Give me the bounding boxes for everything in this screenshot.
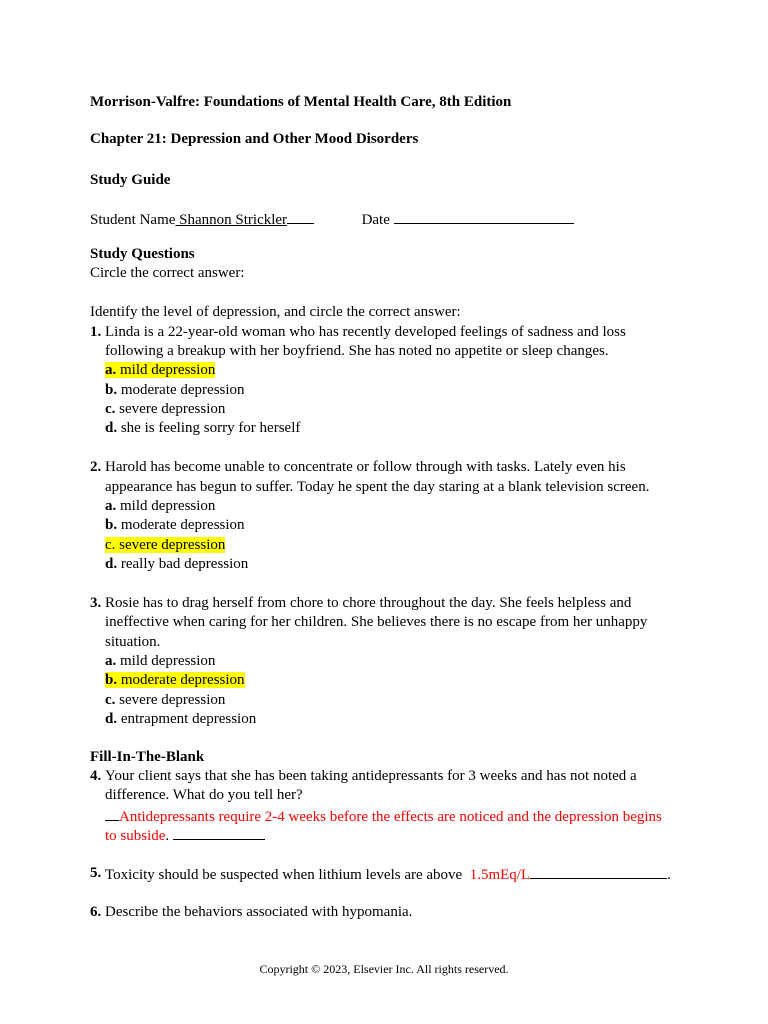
doc-type-heading: Study Guide xyxy=(90,172,171,188)
question-number: 3. xyxy=(90,595,102,611)
date-field[interactable] xyxy=(394,209,574,224)
answer-blank-trail xyxy=(173,825,265,840)
date-label: Date xyxy=(361,212,390,228)
student-name-label: Student Name xyxy=(90,212,176,228)
sub-instruction-text: Identify the level of depression, and circle the correct answer: xyxy=(90,304,461,320)
answer-option-a[interactable]: a. mild depression xyxy=(105,362,216,378)
question-text-line: appearance has begun to suffer. Today he spent the day staring at a blank television screen. xyxy=(105,479,650,495)
answer-text: Antidepressants require 2-4 weeks before the effects are noticed and the depression begins xyxy=(119,809,662,825)
answer-blank[interactable] xyxy=(530,864,667,879)
answer-option-d[interactable]: d. really bad depression xyxy=(105,556,249,572)
instruction-text: Circle the correct answer: xyxy=(90,265,245,281)
student-name-value[interactable]: Shannon Strickler xyxy=(175,212,288,228)
answer-option-a[interactable]: a. mild depression xyxy=(105,498,216,514)
student-info-row xyxy=(90,209,574,230)
question-number: 4. xyxy=(90,768,102,784)
fill-in-heading: Fill-In-The-Blank xyxy=(90,749,205,765)
question-text-line: Toxicity should be suspected when lithium levels are above 1.5mEq/L . xyxy=(105,864,671,885)
question-text-line: following a breakup with her boyfriend. She has noted no appetite or sleep changes. xyxy=(105,343,609,359)
copyright-footer: Copyright © 2023, Elsevier Inc. All rights reserved. xyxy=(259,962,509,976)
answer-option-b[interactable]: b. moderate depression xyxy=(105,517,245,533)
answer-option-a[interactable]: a. mild depression xyxy=(105,653,216,669)
student-name-blank xyxy=(287,209,314,224)
answer-option-c[interactable]: c. severe depression xyxy=(105,692,226,708)
answer-text[interactable]: 1.5mEq/L xyxy=(469,867,531,883)
question-text-line: Rosie has to drag herself from chore to chore throughout the day. She feels helpless and xyxy=(105,595,632,611)
answer-option-d[interactable]: d. entrapment depression xyxy=(105,711,257,727)
chapter-title: Chapter 21: Depression and Other Mood Disorders xyxy=(90,131,419,147)
question-text-line: Describe the behaviors associated with hypomania. xyxy=(105,904,413,920)
answer-option-b[interactable]: b. moderate depression xyxy=(105,382,245,398)
answer-option-d[interactable]: d. she is feeling sorry for herself xyxy=(105,420,301,436)
question-text-line: situation. xyxy=(105,634,161,650)
question-number: 2. xyxy=(90,459,102,475)
question-text-line: Your client says that she has been taking antidepressants for 3 weeks and has not noted a xyxy=(105,768,637,784)
question-text-line: Linda is a 22-year-old woman who has recently developed feelings of sadness and loss xyxy=(105,324,626,340)
answer-text: to subside xyxy=(105,828,166,844)
answer-option-c[interactable]: c. severe depression xyxy=(105,401,226,417)
question-number: 5. xyxy=(90,865,102,881)
question-text-line: Harold has become unable to concentrate or follow through with tasks. Lately even his xyxy=(105,459,626,475)
answer-field-line-2[interactable]: to subside. xyxy=(105,825,265,846)
study-questions-heading: Study Questions xyxy=(90,246,195,262)
book-title: Morrison-Valfre: Foundations of Mental Health Care, 8th Edition xyxy=(90,94,512,110)
answer-blank-lead xyxy=(105,806,119,821)
question-text-line: ineffective when caring for her children. She believes there is no escape from her unhappy xyxy=(105,614,648,630)
question-text-line: difference. What do you tell her? xyxy=(105,787,303,803)
answer-field-line-1[interactable] xyxy=(105,806,662,827)
answer-option-b[interactable]: b. moderate depression xyxy=(105,672,245,688)
question-number: 6. xyxy=(90,904,102,920)
question-number: 1. xyxy=(90,324,102,340)
answer-option-c[interactable]: c. severe depression xyxy=(105,537,226,553)
